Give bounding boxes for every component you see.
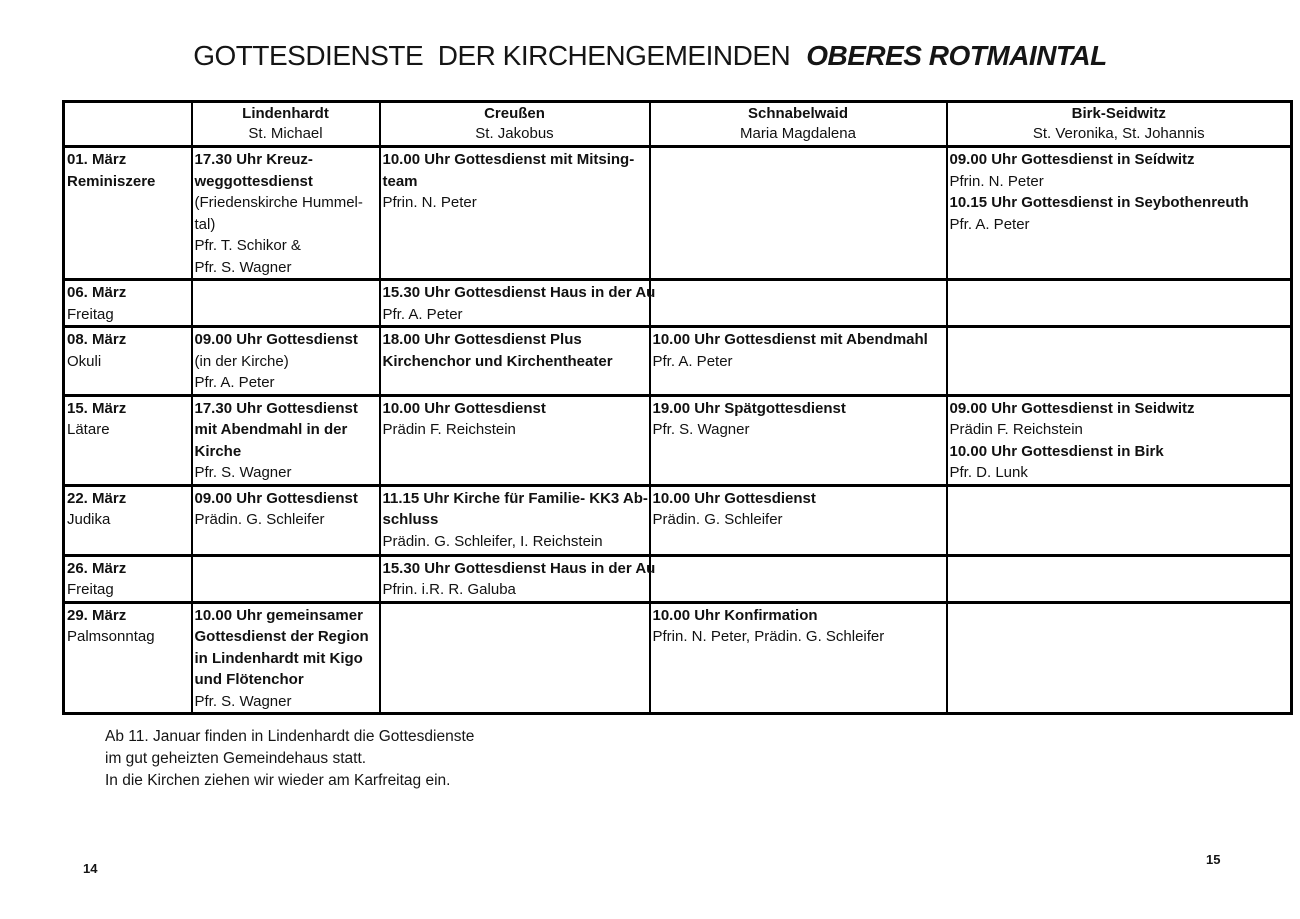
column-subtitle: St. Michael bbox=[248, 125, 323, 142]
row-date: 26. März bbox=[67, 559, 127, 577]
service-cell bbox=[192, 485, 380, 555]
page-title bbox=[0, 40, 1300, 72]
service-line: 10.00 Uhr gemeinsamer bbox=[194, 606, 363, 624]
service-line: Pfr. T. Schikor & bbox=[194, 237, 301, 254]
service-line: 10.00 Uhr Gottesdienst bbox=[382, 399, 546, 417]
service-line: 10.00 Uhr Gottesdienst bbox=[652, 489, 816, 507]
row-date: 01. März bbox=[67, 151, 127, 168]
service-line: Pfr. D. Lunk bbox=[949, 464, 1028, 481]
service-line: 10.00 Uhr Konfirmation bbox=[652, 606, 818, 624]
service-cell bbox=[380, 485, 650, 555]
row-date: 08. März bbox=[67, 331, 127, 348]
row-date: 22. März bbox=[67, 489, 127, 507]
row-day: Judika bbox=[67, 511, 111, 528]
service-line: weggottesdienst bbox=[194, 172, 313, 190]
service-cell bbox=[947, 602, 1292, 714]
column-name: Schnabelwaid bbox=[747, 105, 849, 122]
row-day: Lätare bbox=[67, 421, 110, 438]
footer-note bbox=[105, 726, 474, 792]
column-name: Lindenhardt bbox=[242, 105, 329, 122]
page-number-right: 15 bbox=[1206, 852, 1221, 867]
service-line: 15.30 Uhr Gottesdienst Haus in der Au bbox=[382, 559, 656, 577]
row-day: Freitag bbox=[67, 305, 114, 323]
service-line: Prädin F. Reichstein bbox=[382, 421, 516, 438]
date-cell bbox=[64, 395, 192, 485]
service-cell bbox=[650, 555, 947, 602]
service-line: Kirche bbox=[194, 442, 242, 460]
service-cell bbox=[947, 485, 1292, 555]
header-cell-creussen bbox=[380, 102, 650, 147]
header-cell-lindenhardt bbox=[192, 102, 380, 147]
service-line: Pfr. S. Wagner bbox=[194, 258, 292, 276]
date-cell bbox=[64, 280, 192, 327]
service-cell bbox=[380, 327, 650, 396]
table-row bbox=[64, 395, 1292, 485]
service-line: (in der Kirche) bbox=[194, 352, 289, 370]
service-line: Pfr. A. Peter bbox=[194, 374, 275, 391]
table-row bbox=[64, 555, 1292, 602]
row-day: Freitag bbox=[67, 581, 114, 598]
row-date: 06. März bbox=[67, 284, 127, 301]
date-cell bbox=[64, 327, 192, 396]
service-cell bbox=[380, 395, 650, 485]
service-line: in Lindenhardt mit Kigo bbox=[194, 649, 363, 667]
table-body bbox=[64, 147, 1292, 714]
service-line: tal) bbox=[194, 215, 216, 233]
service-line: 09.00 Uhr Gottesdienst bbox=[194, 331, 358, 348]
footer-note-line: im gut geheizten Gemeindehaus statt. bbox=[105, 750, 367, 767]
service-cell bbox=[947, 280, 1292, 327]
service-cell bbox=[380, 602, 650, 714]
header-cell-empty bbox=[64, 102, 192, 147]
date-cell bbox=[64, 602, 192, 714]
service-line: Pfr. A. Peter bbox=[949, 215, 1030, 233]
service-line: 09.00 Uhr Gottesdienst bbox=[194, 489, 358, 507]
service-cell bbox=[192, 327, 380, 396]
table-row bbox=[64, 485, 1292, 555]
service-cell bbox=[192, 395, 380, 485]
service-line: mit Abendmahl in der bbox=[194, 421, 348, 438]
service-line: 10.00 Uhr Gottesdienst mit Mitsing- bbox=[382, 151, 635, 168]
service-cell bbox=[947, 327, 1292, 396]
service-cell bbox=[650, 395, 947, 485]
service-cell bbox=[192, 602, 380, 714]
service-cell bbox=[650, 280, 947, 327]
service-line: Pfr. S. Wagner bbox=[652, 421, 750, 438]
service-cell bbox=[650, 147, 947, 280]
service-cell bbox=[947, 395, 1292, 485]
service-cell bbox=[192, 555, 380, 602]
service-line: Prädin. G. Schleifer bbox=[194, 511, 325, 528]
service-line: Pfrin. N. Peter bbox=[949, 172, 1044, 190]
column-subtitle: St. Jakobus bbox=[475, 125, 554, 142]
table-row bbox=[64, 147, 1292, 280]
service-line: Pfrin. i.R. R. Galuba bbox=[382, 581, 516, 598]
service-line: schluss bbox=[382, 511, 439, 528]
title-main: GOTTESDIENSTE DER KIRCHENGEMEINDEN bbox=[193, 40, 791, 71]
column-subtitle: Maria Magdalena bbox=[740, 125, 856, 142]
row-date: 15. März bbox=[67, 399, 127, 417]
service-line: 15.30 Uhr Gottesdienst Haus in der Au bbox=[382, 284, 656, 301]
table-header-row bbox=[64, 102, 1292, 147]
service-line: 19.00 Uhr Spätgottesdienst bbox=[652, 399, 846, 417]
footer-note-line: Ab 11. Januar finden in Lindenhardt die Gottesdienste bbox=[105, 728, 475, 745]
service-line: 10.15 Uhr Gottesdienst in Seybothenreuth bbox=[949, 194, 1249, 211]
service-cell bbox=[650, 485, 947, 555]
service-line: Pfr. A. Peter bbox=[652, 352, 733, 370]
service-line: team bbox=[382, 172, 418, 190]
service-line: Prädin F. Reichstein bbox=[949, 421, 1083, 438]
row-day: Palmsonntag bbox=[67, 628, 155, 645]
service-line: Pfrin. N. Peter, Prädin. G. Schleifer bbox=[652, 628, 885, 645]
service-cell bbox=[380, 147, 650, 280]
footer-note-line: In die Kirchen ziehen wir wieder am Karfreitag ein. bbox=[105, 772, 451, 789]
service-cell bbox=[947, 147, 1292, 280]
service-line: (Friedenskirche Hummel- bbox=[194, 194, 363, 211]
row-date: 29. März bbox=[67, 606, 127, 624]
header-cell-birk-seidwitz bbox=[947, 102, 1292, 147]
date-cell bbox=[64, 147, 192, 280]
table-row bbox=[64, 602, 1292, 714]
service-line: 10.00 Uhr Gottesdienst in Birk bbox=[949, 442, 1164, 460]
service-cell bbox=[380, 280, 656, 327]
service-line: Pfr. S. Wagner bbox=[194, 464, 292, 481]
service-line: Pfr. A. Peter bbox=[382, 305, 463, 323]
column-subtitle: St. Veronika, St. Johannis bbox=[1032, 125, 1205, 142]
service-line: 17.30 Uhr Gottesdienst bbox=[194, 399, 358, 417]
date-cell bbox=[64, 485, 192, 555]
service-line: 10.00 Uhr Gottesdienst mit Abendmahl bbox=[652, 331, 928, 348]
service-line: 11.15 Uhr Kirche für Familie- KK3 Ab- bbox=[382, 489, 648, 507]
service-line: Kirchenchor und Kirchentheater bbox=[382, 352, 613, 370]
service-cell bbox=[192, 280, 380, 327]
date-cell bbox=[64, 555, 192, 602]
table-row bbox=[64, 327, 1292, 396]
service-cell bbox=[650, 327, 947, 396]
service-line: 09.00 Uhr Gottesdienst in Seídwitz bbox=[949, 151, 1195, 168]
service-cell bbox=[947, 555, 1292, 602]
service-line: Prädin. G. Schleifer bbox=[652, 511, 783, 528]
service-line: 17.30 Uhr Kreuz- bbox=[194, 151, 313, 168]
row-day: Reminiszere bbox=[67, 172, 156, 190]
page-number-left: 14 bbox=[83, 861, 98, 876]
service-cell bbox=[192, 147, 380, 280]
service-cell bbox=[650, 602, 947, 714]
service-line: und Flötenchor bbox=[194, 671, 304, 688]
service-schedule-table bbox=[62, 100, 1293, 715]
service-line: Gottesdienst der Region bbox=[194, 628, 369, 645]
service-line: 09.00 Uhr Gottesdienst in Seidwitz bbox=[949, 399, 1195, 417]
title-accent: OBERES ROTMAINTAL bbox=[806, 40, 1107, 71]
service-line: 18.00 Uhr Gottesdienst Plus bbox=[382, 331, 582, 348]
service-line: Pfr. S. Wagner bbox=[194, 692, 292, 710]
column-name: Creußen bbox=[484, 105, 545, 122]
service-cell bbox=[380, 555, 656, 602]
header-cell-schnabelwaid bbox=[650, 102, 947, 147]
service-line: Prädin. G. Schleifer, I. Reichstein bbox=[382, 532, 603, 550]
table-row bbox=[64, 280, 1292, 327]
service-line: Pfrin. N. Peter bbox=[382, 194, 477, 211]
column-name: Birk-Seidwitz bbox=[1071, 105, 1166, 122]
row-day: Okuli bbox=[67, 352, 102, 370]
